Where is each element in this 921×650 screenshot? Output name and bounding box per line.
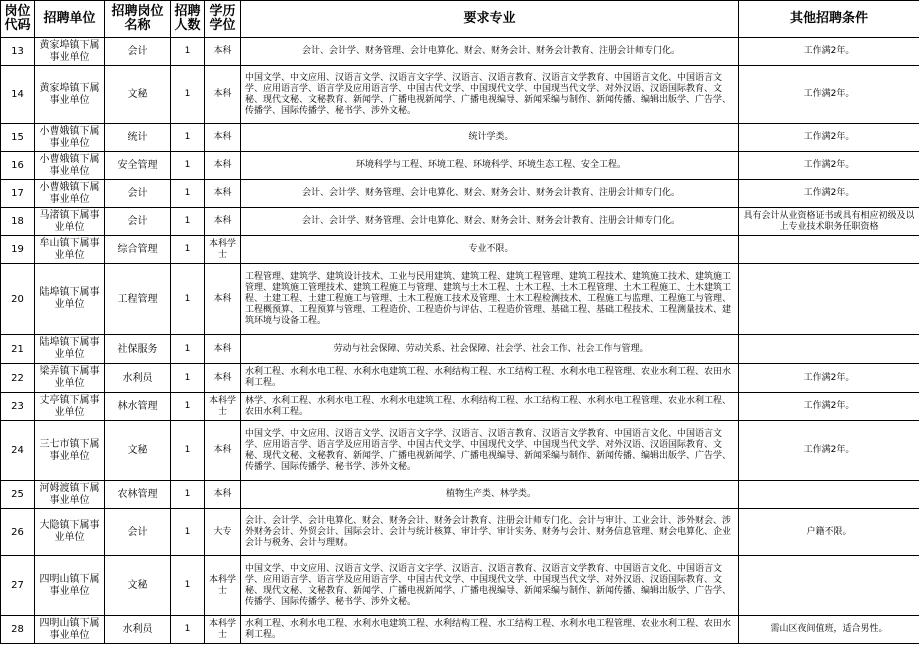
row-position: 会计 bbox=[105, 509, 171, 556]
row-other: 工作满2年。 bbox=[739, 421, 920, 481]
row-other bbox=[739, 556, 920, 616]
row-other bbox=[739, 264, 920, 335]
row-education: 大专 bbox=[205, 509, 241, 556]
row-position: 会计 bbox=[105, 208, 171, 236]
row-education: 本科学士 bbox=[205, 236, 241, 264]
table-row bbox=[1, 393, 920, 421]
table-row bbox=[1, 509, 920, 556]
row-code: 16 bbox=[1, 152, 35, 180]
row-code: 13 bbox=[1, 38, 35, 66]
header-position: 招聘岗位名称 bbox=[105, 1, 171, 38]
header-count: 招聘人数 bbox=[171, 1, 205, 38]
table-row bbox=[1, 556, 920, 616]
row-unit: 三七市镇下属事业单位 bbox=[35, 421, 105, 481]
row-major: 水利工程、水利水电工程、水利水电建筑工程、水利结构工程、水工结构工程、水利水电工程管理、农业水利工程、农田水利工程。 bbox=[241, 364, 739, 393]
row-code: 14 bbox=[1, 66, 35, 124]
row-count: 1 bbox=[171, 335, 205, 364]
row-position: 林水管理 bbox=[105, 393, 171, 421]
row-education: 本科 bbox=[205, 208, 241, 236]
header-unit: 招聘单位 bbox=[35, 1, 105, 38]
row-major: 植物生产类、林学类。 bbox=[241, 481, 739, 509]
row-other: 具有会计从业资格证书或具有相应初级及以上专业技术职务任职资格 bbox=[739, 208, 920, 236]
row-education: 本科 bbox=[205, 38, 241, 66]
row-count: 1 bbox=[171, 208, 205, 236]
table-row bbox=[1, 264, 920, 335]
row-unit: 陆埠镇下属事业单位 bbox=[35, 264, 105, 335]
row-major: 中国文学、中文应用、汉语言文学、汉语言文字学、汉语言、汉语言教育、汉语言文学教育、中国语言文化、中国语言文学、应用语言学、语言学及应用语言学、中国古代文学、中国现代文学、中国现当代文学、对外汉语、汉语国际教育、文秘、现代文秘、文秘教育、新闻学、广播电视新闻学、广播电视编导、新闻采编与制作、新闻传播、编辑出版学、广告学、传播学、国际传播学、秘书学、涉外文秘。 bbox=[241, 556, 739, 616]
row-unit: 黄家埠镇下属事业单位 bbox=[35, 38, 105, 66]
table-row bbox=[1, 335, 920, 364]
row-education: 本科 bbox=[205, 124, 241, 152]
row-code: 15 bbox=[1, 124, 35, 152]
row-major: 会计、会计学、财务管理、会计电算化、财会、财务会计、财务会计教育、注册会计师专门化。 bbox=[241, 180, 739, 208]
row-position: 文秘 bbox=[105, 421, 171, 481]
row-count: 1 bbox=[171, 364, 205, 393]
row-education: 本科学士 bbox=[205, 616, 241, 644]
row-code: 22 bbox=[1, 364, 35, 393]
row-unit: 梁弄镇下属事业单位 bbox=[35, 364, 105, 393]
row-education: 本科 bbox=[205, 481, 241, 509]
row-code: 25 bbox=[1, 481, 35, 509]
row-code: 20 bbox=[1, 264, 35, 335]
row-count: 1 bbox=[171, 556, 205, 616]
row-position: 安全管理 bbox=[105, 152, 171, 180]
row-code: 17 bbox=[1, 180, 35, 208]
row-unit: 四明山镇下属事业单位 bbox=[35, 556, 105, 616]
table-row bbox=[1, 124, 920, 152]
row-major: 会计、会计学、财务管理、会计电算化、财会、财务会计、财务会计教育、注册会计师专门化。 bbox=[241, 38, 739, 66]
row-major: 中国文学、中文应用、汉语言文学、汉语言文字学、汉语言、汉语言教育、汉语言文学教育、中国语言文化、中国语言文学、应用语言学、语言学及应用语言学、中国古代文学、中国现代文学、中国现当代文学、对外汉语、汉语国际教育、文秘、现代文秘、文秘教育、新闻学、广播电视新闻学、广播电视编导、新闻采编与制作、新闻传播、编辑出版学、广告学、传播学、国际传播学、秘书学、涉外文秘。 bbox=[241, 66, 739, 124]
table-row bbox=[1, 180, 920, 208]
row-major: 中国文学、中文应用、汉语言文学、汉语言文字学、汉语言、汉语言教育、汉语言文学教育、中国语言文化、中国语言文学、应用语言学、语言学及应用语言学、中国古代文学、中国现代文学、中国现当代文学、对外汉语、汉语国际教育、文秘、现代文秘、文秘教育、新闻学、广播电视新闻学、广播电视编导、新闻采编与制作、新闻传播、编辑出版学、广告学、传播学、国际传播学、秘书学、涉外文秘。 bbox=[241, 421, 739, 481]
row-education: 本科学士 bbox=[205, 393, 241, 421]
table-row bbox=[1, 421, 920, 481]
table-row bbox=[1, 38, 920, 66]
row-major: 统计学类。 bbox=[241, 124, 739, 152]
row-other bbox=[739, 481, 920, 509]
row-position: 工程管理 bbox=[105, 264, 171, 335]
row-position: 统计 bbox=[105, 124, 171, 152]
row-unit: 黄家埠镇下属事业单位 bbox=[35, 66, 105, 124]
row-code: 19 bbox=[1, 236, 35, 264]
row-count: 1 bbox=[171, 152, 205, 180]
row-education: 本科 bbox=[205, 152, 241, 180]
row-code: 23 bbox=[1, 393, 35, 421]
row-unit: 小曹娥镇下属事业单位 bbox=[35, 180, 105, 208]
row-code: 26 bbox=[1, 509, 35, 556]
row-count: 1 bbox=[171, 393, 205, 421]
row-education: 本科 bbox=[205, 335, 241, 364]
row-unit: 陆埠镇下属事业单位 bbox=[35, 335, 105, 364]
row-major: 专业不限。 bbox=[241, 236, 739, 264]
row-other: 工作满2年。 bbox=[739, 393, 920, 421]
row-unit: 小曹娥镇下属事业单位 bbox=[35, 124, 105, 152]
table-row bbox=[1, 616, 920, 644]
header-other: 其他招聘条件 bbox=[739, 1, 920, 38]
row-other bbox=[739, 236, 920, 264]
row-education: 本科 bbox=[205, 180, 241, 208]
row-position: 水利员 bbox=[105, 616, 171, 644]
table-row bbox=[1, 364, 920, 393]
row-unit: 牟山镇下属事业单位 bbox=[35, 236, 105, 264]
header-major: 要求专业 bbox=[241, 1, 739, 38]
row-other bbox=[739, 335, 920, 364]
row-position: 文秘 bbox=[105, 556, 171, 616]
row-education: 本科学士 bbox=[205, 556, 241, 616]
row-education: 本科 bbox=[205, 364, 241, 393]
row-education: 本科 bbox=[205, 66, 241, 124]
row-count: 1 bbox=[171, 616, 205, 644]
header-row bbox=[1, 1, 920, 38]
row-count: 1 bbox=[171, 481, 205, 509]
row-count: 1 bbox=[171, 180, 205, 208]
row-position: 文秘 bbox=[105, 66, 171, 124]
row-count: 1 bbox=[171, 66, 205, 124]
row-unit: 丈亭镇下属事业单位 bbox=[35, 393, 105, 421]
header-code: 岗位代码 bbox=[1, 1, 35, 38]
row-code: 24 bbox=[1, 421, 35, 481]
row-other: 户籍不限。 bbox=[739, 509, 920, 556]
row-other: 工作满2年。 bbox=[739, 38, 920, 66]
row-count: 1 bbox=[171, 236, 205, 264]
table-row bbox=[1, 236, 920, 264]
row-other: 工作满2年。 bbox=[739, 152, 920, 180]
row-other: 工作满2年。 bbox=[739, 180, 920, 208]
table-row bbox=[1, 481, 920, 509]
header-education: 学历学位 bbox=[205, 1, 241, 38]
row-major: 工程管理、建筑学、建筑设计技术、工业与民用建筑、建筑工程、建筑工程管理、建筑工程技术、建筑施工技术、建筑施工管理、建筑施工管理技术、建筑工程施工与管理、建筑与土木工程、土木工程、土木工程管理、土木工程施工、土木建筑工程、土建工程、土建工程施工与管理、土木工程施工技术及管理、土木工程检测技术、工程施工与监理、工程施工与管理、工程概预算、工程预算与管理、工程造价、工程造价与评估、工程造价管理、基础工程、基础工程技术、工程测量技术、建筑环境与设备工程。 bbox=[241, 264, 739, 335]
row-education: 本科 bbox=[205, 264, 241, 335]
row-unit: 河姆渡镇下属事业单位 bbox=[35, 481, 105, 509]
row-code: 27 bbox=[1, 556, 35, 616]
row-other: 工作满2年。 bbox=[739, 124, 920, 152]
table-row bbox=[1, 208, 920, 236]
row-code: 18 bbox=[1, 208, 35, 236]
table-row bbox=[1, 152, 920, 180]
row-code: 21 bbox=[1, 335, 35, 364]
row-unit: 四明山镇下属事业单位 bbox=[35, 616, 105, 644]
row-major: 劳动与社会保障、劳动关系、社会保障、社会学、社会工作、社会工作与管理。 bbox=[241, 335, 739, 364]
row-major: 会计、会计学、财务管理、会计电算化、财会、财务会计、财务会计教育、注册会计师专门化。 bbox=[241, 208, 739, 236]
row-position: 水利员 bbox=[105, 364, 171, 393]
row-position: 会计 bbox=[105, 38, 171, 66]
row-major: 林学、水利工程、水利水电工程、水利水电建筑工程、水利结构工程、水工结构工程、水利水电工程管理、农业水利工程、农田水利工程。 bbox=[241, 393, 739, 421]
row-other: 工作满2年。 bbox=[739, 364, 920, 393]
row-count: 1 bbox=[171, 264, 205, 335]
row-position: 综合管理 bbox=[105, 236, 171, 264]
row-education: 本科 bbox=[205, 421, 241, 481]
row-count: 1 bbox=[171, 509, 205, 556]
table-row bbox=[1, 66, 920, 124]
row-position: 会计 bbox=[105, 180, 171, 208]
row-count: 1 bbox=[171, 421, 205, 481]
row-code: 28 bbox=[1, 616, 35, 644]
row-other: 需山区夜间值班，适合男性。 bbox=[739, 616, 920, 644]
row-position: 社保服务 bbox=[105, 335, 171, 364]
row-major: 会计、会计学、会计电算化、财会、财务会计、财务会计教育、注册会计师专门化、会计与审计、工业会计、涉外财会、涉外财务会计、外贸会计、国际会计、会计与统计核算、审计学、审计实务、财务与会计、财务信息管理、财会电算化、企业会计与税务、会计与理财。 bbox=[241, 509, 739, 556]
row-major: 环境科学与工程、环境工程、环境科学、环境生态工程、安全工程。 bbox=[241, 152, 739, 180]
row-unit: 大隐镇下属事业单位 bbox=[35, 509, 105, 556]
row-position: 农林管理 bbox=[105, 481, 171, 509]
row-count: 1 bbox=[171, 124, 205, 152]
row-major: 水利工程、水利水电工程、水利水电建筑工程、水利结构工程、水工结构工程、水利水电工程管理、农业水利工程、农田水利工程。 bbox=[241, 616, 739, 644]
row-other: 工作满2年。 bbox=[739, 66, 920, 124]
row-count: 1 bbox=[171, 38, 205, 66]
row-unit: 小曹娥镇下属事业单位 bbox=[35, 152, 105, 180]
row-unit: 马渚镇下属事业单位 bbox=[35, 208, 105, 236]
